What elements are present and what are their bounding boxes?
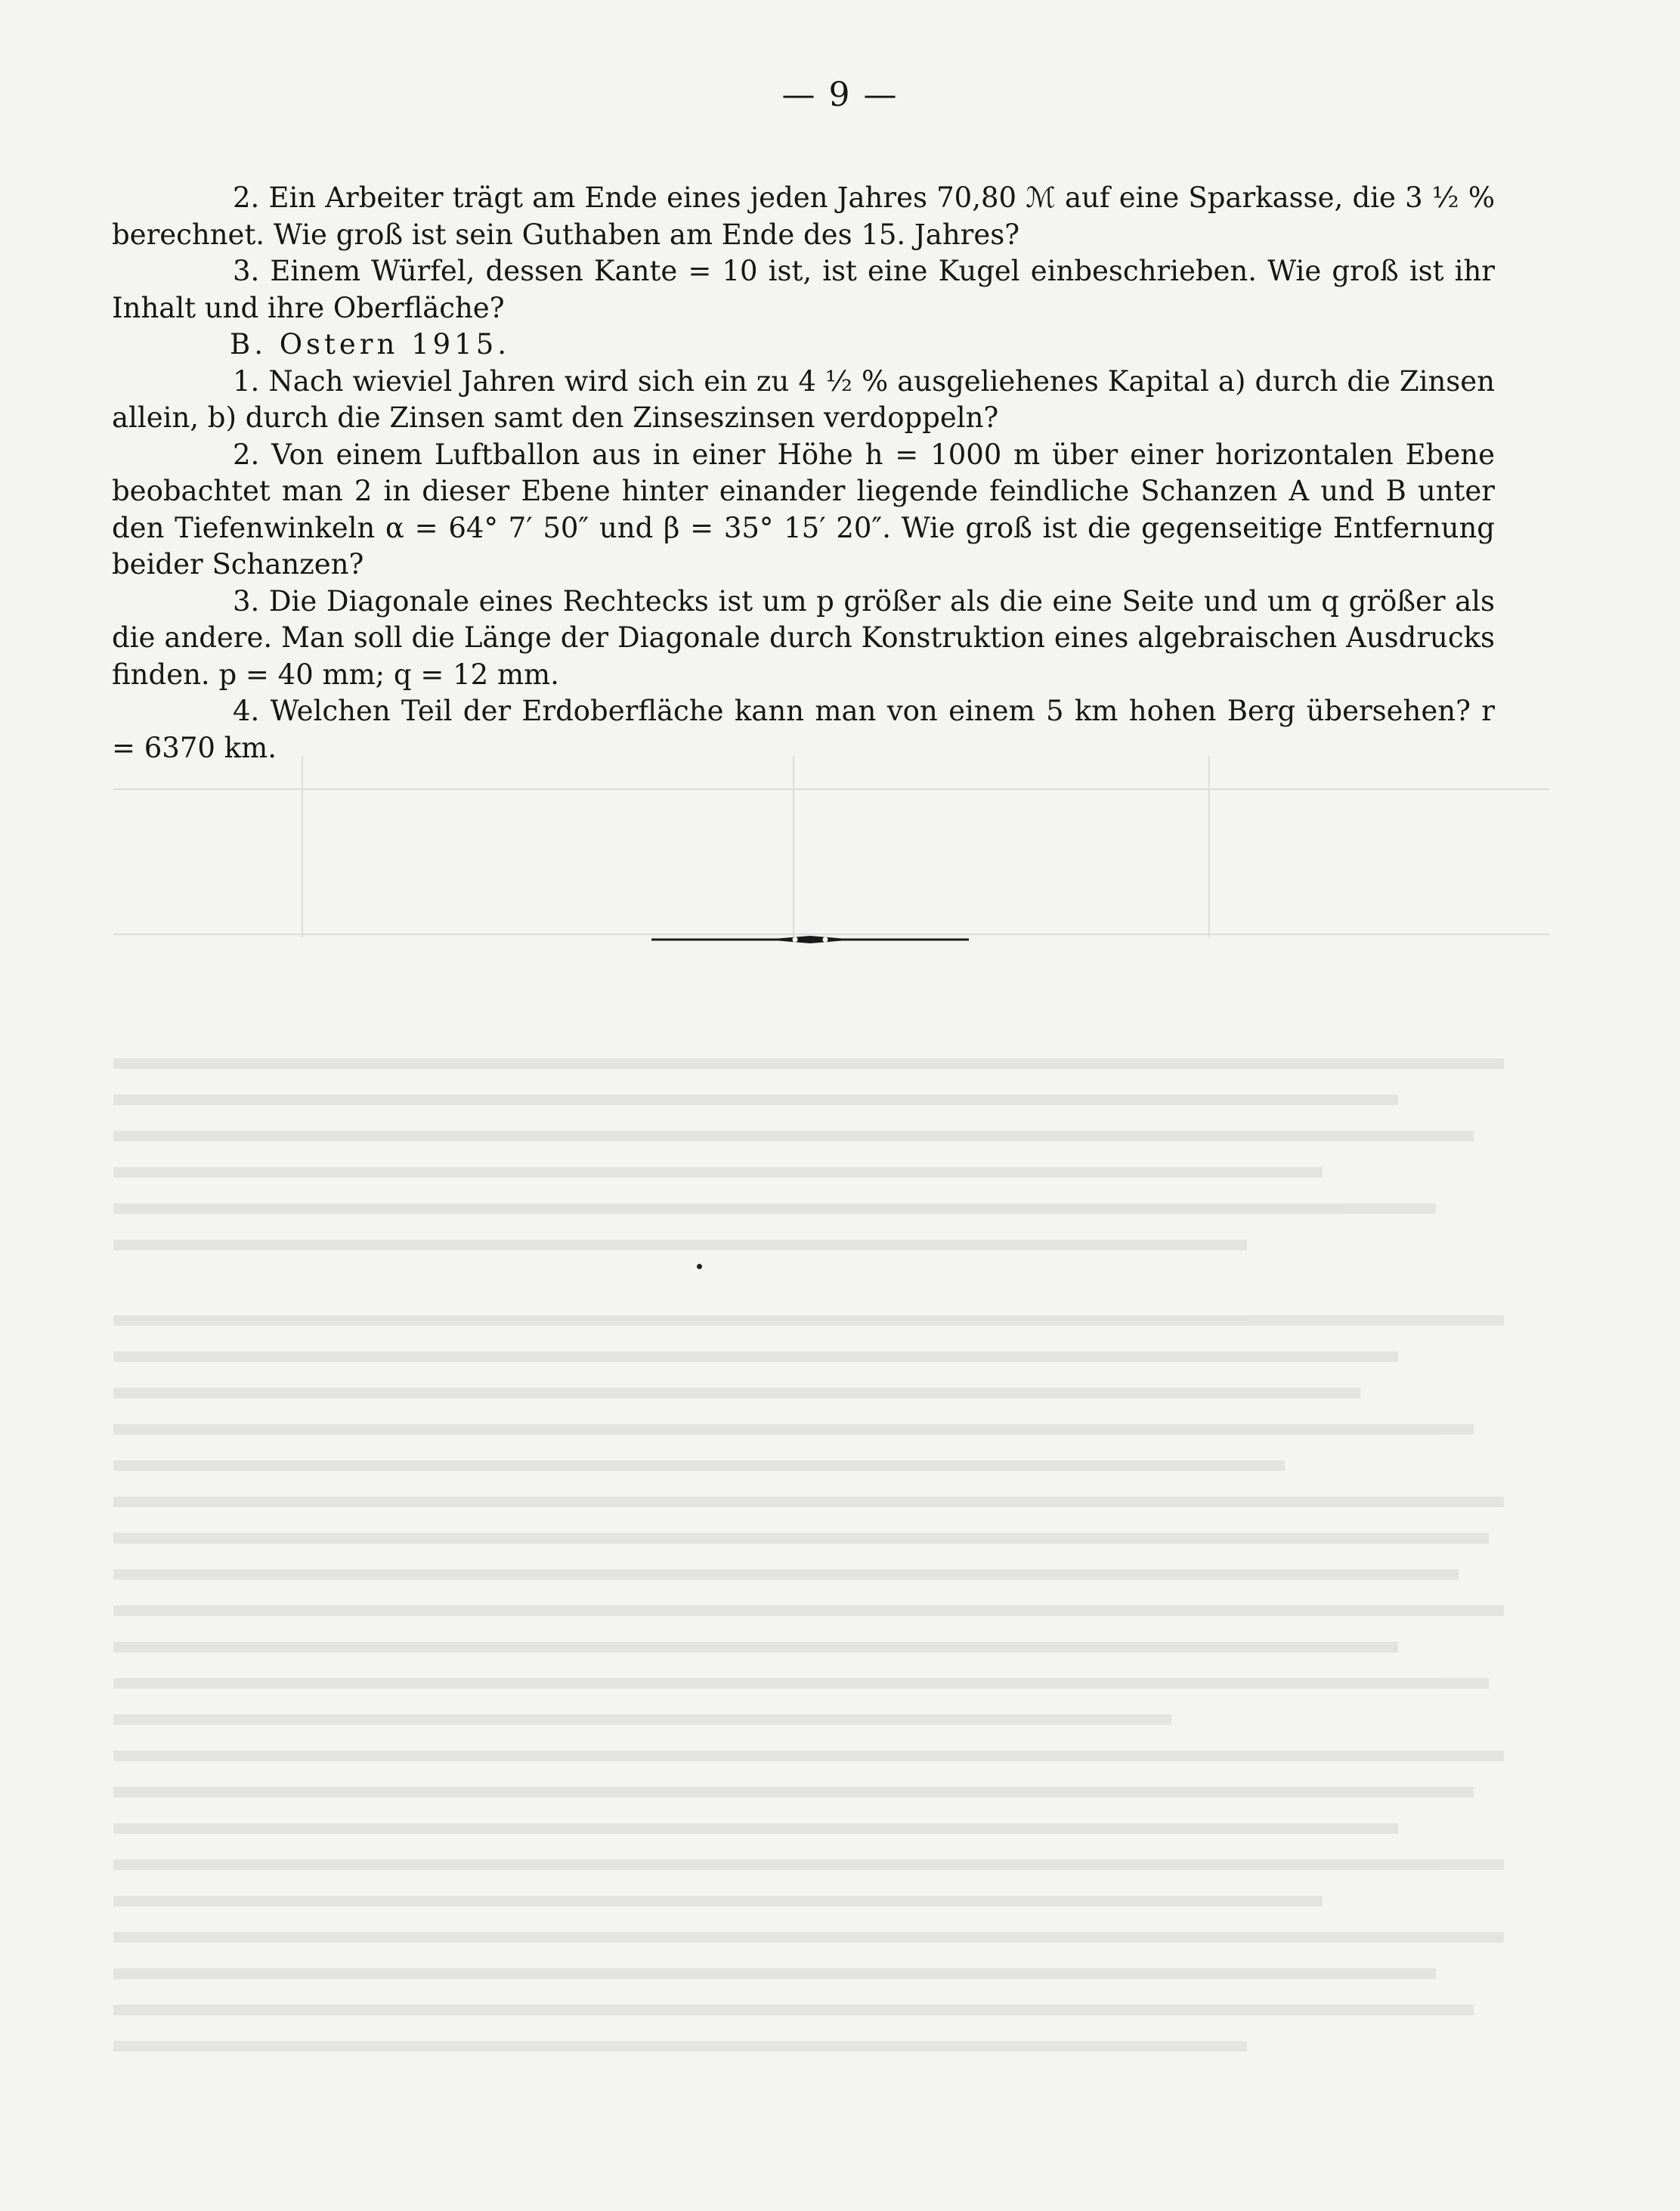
problem-3: 3. Einem Würfel, dessen Kante = 10 ist, ist eine Kugel einbeschrieben. Wie groß ist ihr Inhalt und ihre Oberfläche? [112, 255, 1495, 324]
section-heading-ostern-1915: B. Ostern 1915. [230, 328, 510, 361]
stray-dot [697, 1264, 702, 1269]
section-b-problem-4: 4. Welchen Teil der Erdoberfläche kann man von einem 5 km hohen Berg übersehen? r = 6370 km. [112, 695, 1495, 764]
section-b-problem-2: 2. Von einem Luftballon aus in einer Höhe h = 1000 m über einer horizontalen Ebene beobachtet man 2 in dieser Ebene hinter einander liegende feindliche Schanzen A und B unter den Tiefenwinkeln α = 64° 7′ 50″ und β = 35° 15′ 20″. Wie groß ist die gegenseitige Entfernung beider Schanzen? [112, 438, 1495, 581]
problem-2: 2. Ein Arbeiter trägt am Ende eines jeden Jahres 70,80 ℳ auf eine Sparkasse, die 3 ½ % berechnet. Wie groß ist sein Guthaben am Ende des 15. Jahres? [112, 181, 1495, 251]
section-b-problem-1: 1. Nach wieviel Jahren wird sich ein zu 4 ½ % ausgeliehenes Kapital a) durch die Zinsen allein, b) durch die Zinsen samt den Zinseszinsen verdoppeln? [112, 364, 1495, 434]
document-body [112, 180, 1495, 766]
page-number: — 9 — [781, 76, 899, 114]
section-b-problem-3: 3. Die Diagonale eines Rechtecks ist um p größer als die eine Seite und um q größer als die andere. Man soll die Länge der Diagonale durch Konstruktion eines algebraischen Ausdrucks finden. p = 40 mm; q = 12 mm. [112, 584, 1495, 691]
ornamental-divider [651, 934, 969, 945]
